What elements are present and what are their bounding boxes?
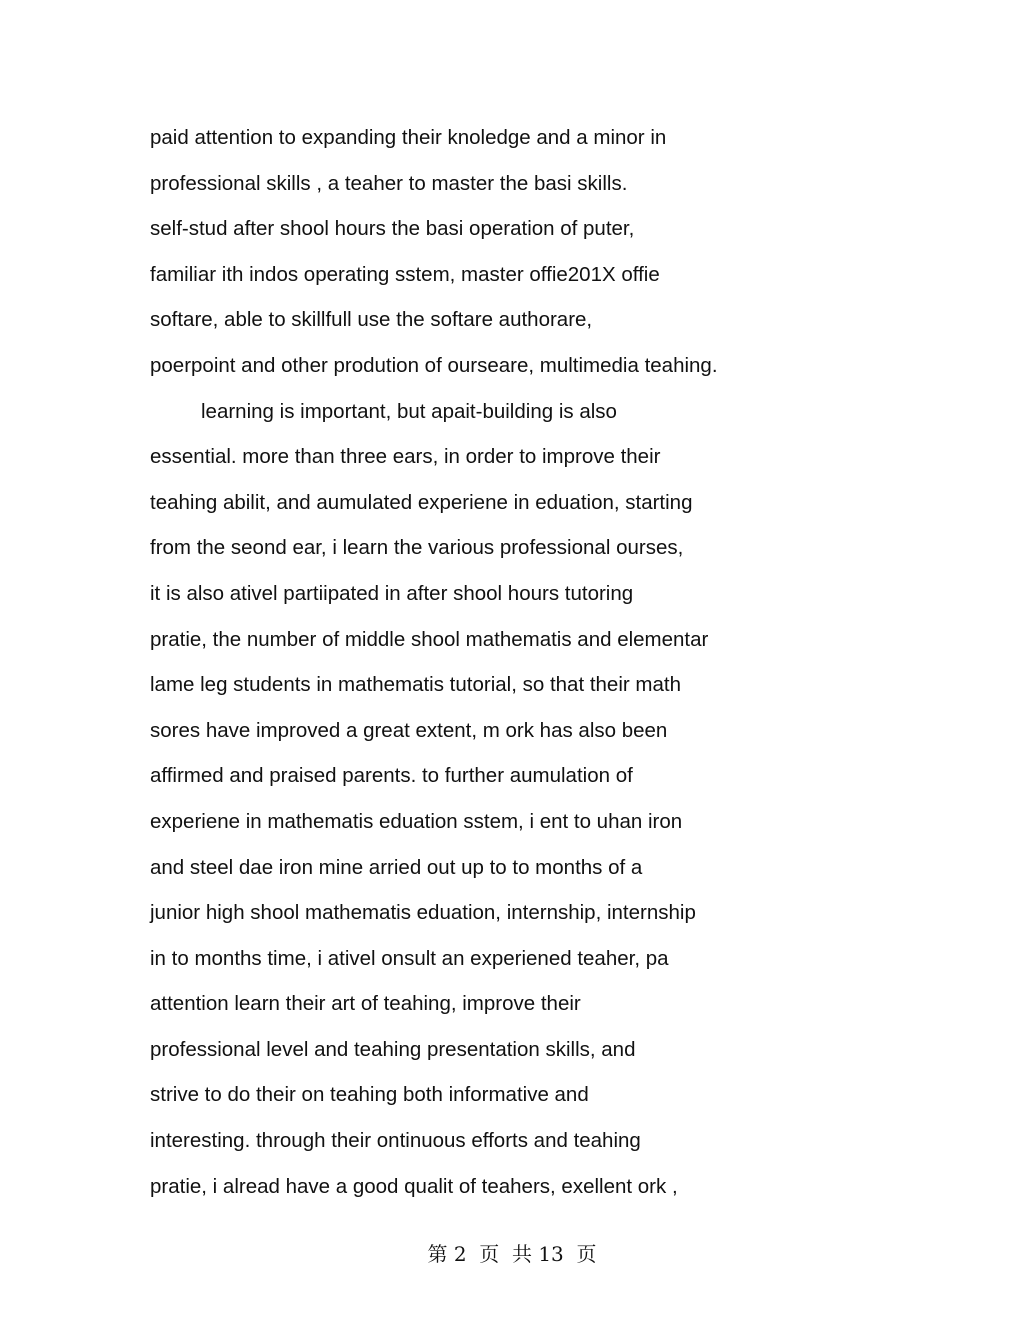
text-line: lame leg students in mathematis tutorial, so that their math: [150, 673, 681, 697]
text-line: sores have improved a great extent, m ork has also been: [150, 718, 668, 742]
text-line: junior high shool mathematis eduation, internship, internship: [150, 901, 696, 925]
text-line: pratie, i alread have a good qualit of teahers, exellent ork ,: [150, 1174, 678, 1198]
text-line: softare, able to skillfull use the softare authorare,: [150, 308, 593, 332]
text-line: learning is important, but apait-building is also: [201, 399, 617, 423]
text-line: from the seond ear, i learn the various professional ourses,: [150, 536, 684, 560]
text-line: in to months time, i ativel onsult an experiened teaher, pa: [150, 946, 669, 970]
text-line: teahing abilit, and aumulated experiene in eduation, starting: [150, 490, 693, 514]
text-line: pratie, the number of middle shool mathematis and elementar: [150, 627, 709, 651]
text-line: strive to do their on teahing both informative and: [150, 1083, 589, 1107]
page-number-footer: 第 2 页 共 13 页: [427, 1242, 597, 1266]
text-line: paid attention to expanding their knoledge and a minor in: [150, 126, 667, 149]
text-line: self-stud after shool hours the basi operation of puter,: [150, 217, 635, 241]
text-line: poerpoint and other prodution of ourseare, multimedia teahing.: [150, 353, 718, 377]
text-line: affirmed and praised parents. to further aumulation of: [150, 764, 633, 788]
text-line: experiene in mathematis eduation sstem, i ent to uhan iron: [150, 809, 683, 833]
text-line: familiar ith indos operating sstem, master offie201X offie: [150, 262, 660, 286]
text-line: essential. more than three ears, in order to improve their: [150, 445, 661, 469]
text-line: professional skills , a teaher to master the basi skills.: [150, 171, 628, 195]
text-line: and steel dae iron mine arried out up to to months of a: [150, 855, 643, 879]
text-line: professional level and teahing presentation skills, and: [150, 1037, 636, 1061]
text-line: it is also ativel partiipated in after shool hours tutoring: [150, 581, 634, 605]
document-body: [150, 115, 890, 1209]
text-line: attention learn their art of teahing, improve their: [150, 992, 581, 1016]
text-line: interesting. through their ontinuous efforts and teahing: [150, 1129, 641, 1153]
